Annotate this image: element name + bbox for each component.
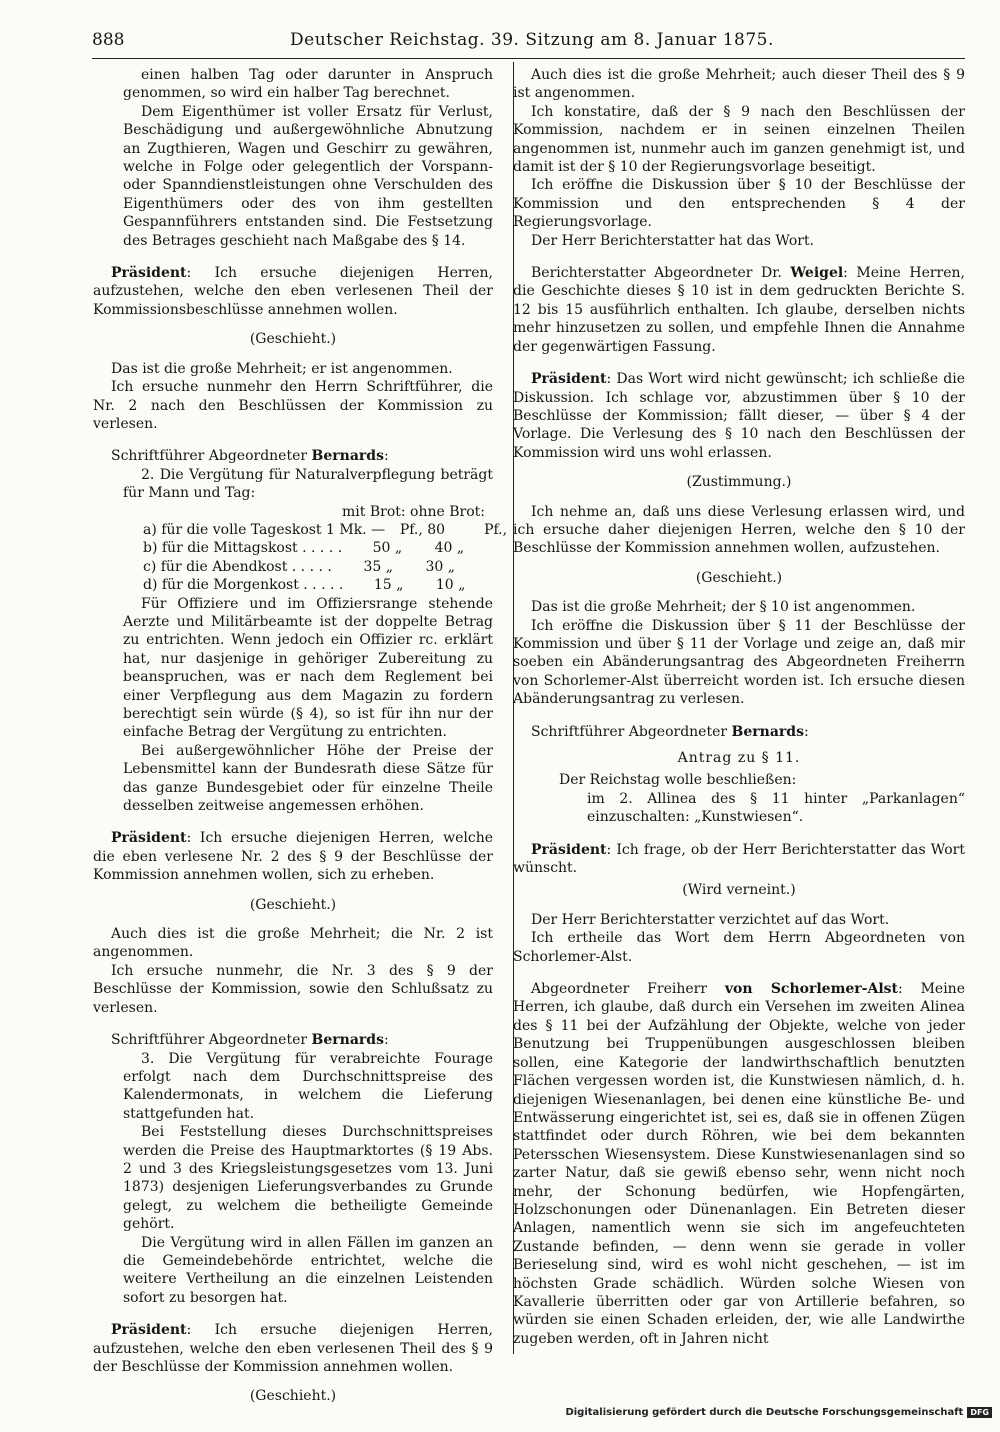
paragraph: einen halben Tag oder darunter in Anspruch genommen, so wird ein halber Tag berechnet. bbox=[123, 67, 493, 102]
speaker-name: Präsident bbox=[531, 371, 607, 388]
speech bbox=[93, 264, 493, 319]
numbered-item: 3. Die Vergütung für verabreichte Fourage erfolgt nach dem Durchschnittspreise des Kalendermonats, in welchem die Lieferung stattgefunden hat. bbox=[123, 1050, 493, 1122]
paragraph: Ich nehme an, daß uns diese Verlesung erlassen wird, und ich ersuche daher diejenigen Herren, welche den § 10 der Beschlüsse der Kommission annehmen wollen, aufzustehen. bbox=[513, 503, 965, 557]
speech-text: : Meine Herren, ich glaube, daß durch ein Versehen im zweiten Alinea des § 11 bei der Aufzählung der Objekte, welche von jeder Benutzung bei Truppenübungen ausgeschlossen bleiben sollen, eine Kategorie der landwirthschaftlich benutzten Flächen vergessen worden ist, die Kunstwiesen nämlich, d. h. diejenigen Wiesenanlagen, bei denen eine künstliche Be- und Entwässerung eingerichtet ist, sei es, daß sie in offenen Zügen stattfindet oder durch Röhren, wie bei dem bekannten Petersschen Wiesensystem. Diese Kunstwiesenanlagen sind so zarter Natur, daß sie gewiß ebenso sehr, wenn nicht noch mehr, der Schonung bedürfen, wie Hopfengärten, Holzschonungen oder Dünenanlagen. Ein Betreten dieser Anlagen, namentlich wenn sie sich im angefeuchteten Zustande befinden, — denn wenn sie gerade in voller Berieselung sind, wird es wohl nicht geschehen, — ist im höchsten Grade schädlich. Würden solche Wiesen von Kavallerie überritten oder gar von Artillerie befahren, so würden sie einen Schaden erleiden, der, wie alle Landwirthe zugeben werden, oft in Jahren nicht bbox=[513, 981, 965, 1347]
speaker-name: Präsident bbox=[111, 1322, 187, 1339]
motion-line: Der Reichstag wolle beschließen: bbox=[559, 772, 797, 789]
rate-label: b) für die Mittagskost . . . . . bbox=[143, 540, 343, 557]
right-column bbox=[513, 66, 965, 1348]
credit-text: Digitalisierung gefördert durch die Deutsche Forschungsgemeinschaft bbox=[565, 1407, 964, 1418]
stage-direction: (Wird verneint.) bbox=[682, 882, 796, 899]
speaker-prefix: Berichterstatter Abgeordneter Dr. bbox=[531, 265, 791, 282]
speech bbox=[93, 447, 493, 465]
speaker-colon: : bbox=[803, 723, 809, 740]
speech-text: : Ich ersuche diejenigen Herren, aufzustehen, welche den eben verlesenen Theil der Kommissionsbeschlüsse annehmen wollen. bbox=[93, 265, 493, 318]
running-title: Deutscher Reichstag. 39. Sitzung am 8. Januar 1875. bbox=[290, 30, 774, 50]
speaker-prefix: Schriftführer Abgeordneter bbox=[111, 1032, 312, 1049]
paragraph: Das ist die große Mehrheit; er ist angenommen. bbox=[111, 360, 453, 377]
rate-row bbox=[93, 558, 493, 576]
stage-direction: (Geschieht.) bbox=[249, 1388, 337, 1405]
paragraph: Für Offiziere und im Offiziersrange stehende Aerzte und Militärbeamte ist der doppelte Betrag zu entrichten. Wenn jedoch ein Offizier rc. erklärt hat, nur dasjenige in gehöriger Zubereitung zu beanspruchen, was er nach dem Reglement bei einer Verpflegung aus dem Magazin zu fordern berechtigt sein würde (§ 4), so ist für ihn nur der einfache Betrag der Vergütung zu entrichten. bbox=[123, 595, 493, 741]
speech bbox=[513, 264, 965, 356]
paragraph: Ich konstatire, daß der § 9 nach den Beschlüssen der Kommission, nachdem er in seinen einzelnen Theilen angenommen ist, nunmehr auch im ganzen genehmigt ist, und damit ist der § 10 der Regierungsvorlage beseitigt. bbox=[513, 103, 965, 176]
rate-row bbox=[93, 576, 493, 594]
paragraph: Der Herr Berichterstatter verzichtet auf das Wort. bbox=[531, 911, 890, 928]
rate-without-bread: 40 „ bbox=[434, 540, 465, 557]
speech bbox=[93, 1031, 493, 1049]
speaker-name: Präsident bbox=[531, 841, 607, 858]
numbered-item: 2. Die Vergütung für Naturalverpflegung beträgt für Mann und Tag: bbox=[123, 466, 493, 502]
rate-without-bread: 10 „ bbox=[435, 577, 466, 594]
rate-with-bread: 50 „ bbox=[372, 540, 403, 557]
stage-direction: (Geschieht.) bbox=[695, 569, 783, 586]
rate-table-header: mit Brot: ohne Brot: bbox=[342, 503, 485, 520]
paragraph: Auch dies ist die große Mehrheit; die Nr. 2 ist angenommen. bbox=[93, 926, 493, 961]
speech-text: : Ich ersuche diejenigen Herren, welche die eben verlesene Nr. 2 des § 9 der Beschlüsse der Kommission annehmen wollen, sich zu erheben. bbox=[93, 830, 493, 884]
paragraph: Bei Feststellung dieses Durchschnittspreises werden die Preise des Hauptmarktortes (§ 19 Abs. 2 und 3 des Kriegsleistungsgesetzes vom 13. Juni 1873) desjenigen Lieferungsverbandes zu Grunde gelegt, zu welchem die betheiligte Gemeinde gehört. bbox=[123, 1124, 493, 1233]
speaker-name: Bernards bbox=[731, 723, 804, 740]
speaker-name: Bernards bbox=[311, 448, 384, 465]
motion-title: Antrag zu § 11. bbox=[677, 750, 801, 766]
paragraph: Ich ersuche nunmehr den Herrn Schriftführer, die Nr. 2 nach den Beschlüssen der Kommission zu verlesen. bbox=[93, 379, 493, 432]
speaker-colon: : bbox=[383, 448, 389, 465]
rate-row bbox=[93, 539, 493, 557]
stage-direction: (Zustimmung.) bbox=[686, 474, 792, 491]
digitization-credit bbox=[565, 1407, 992, 1418]
paragraph: Bei außergewöhnlicher Höhe der Preise der Lebensmittel kann der Bundesrath diese Sätze für das ganze Bundesgebiet oder für einzelne Theile desselben zeitweise angemessen erhöhen. bbox=[123, 742, 493, 815]
paragraph: Ich eröffne die Diskussion über § 10 der Beschlüsse der Kommission und den entsprechenden § 4 der Regierungsvorlage. bbox=[513, 177, 965, 231]
speaker-prefix: Schriftführer Abgeordneter bbox=[111, 448, 312, 465]
page-number: 888 bbox=[92, 30, 125, 50]
paragraph: Das ist die große Mehrheit; der § 10 ist angenommen. bbox=[531, 599, 916, 616]
page-header bbox=[0, 30, 1000, 60]
stage-direction: (Geschieht.) bbox=[249, 331, 337, 348]
rate-without-bread: Pf., bbox=[484, 521, 508, 538]
paragraph: Ich eröffne die Diskussion über § 11 der Beschlüsse der Kommission und über § 11 der Vorlage und zeige an, daß mir soeben ein Abänderungsantrag des Abgeordneten Freiherrn von Schorlemer-Alst überreicht worden ist. Ich ersuche diesen Abänderungsantrag zu verlesen. bbox=[513, 617, 965, 708]
speaker-name: Bernards bbox=[311, 1032, 384, 1049]
speaker-name: von Schorlemer-Alst bbox=[724, 981, 899, 998]
speaker-name: Präsident bbox=[111, 830, 187, 847]
dfg-logo: DFG bbox=[967, 1407, 992, 1418]
speech bbox=[93, 1321, 493, 1376]
left-column bbox=[93, 66, 508, 1417]
speaker-name: Weigel bbox=[790, 265, 844, 282]
speech-text: : Das Wort wird nicht gewünscht; ich schließe die Diskussion. Ich schlage vor, abzustimmen über § 10 der Beschlüsse der Kommission; fällt dieser, — über § 4 der Vorlage. Die Verlesung des § 10 nach den Beschlüssen der Kommission wird uns wohl erlassen. bbox=[513, 371, 965, 461]
rate-with-bread: Pf., 80 bbox=[399, 521, 446, 538]
rate-label: a) für die volle Tageskost 1 Mk. — bbox=[143, 521, 386, 538]
paragraph: Ich ertheile das Wort dem Herrn Abgeordneten von Schorlemer-Alst. bbox=[513, 930, 965, 965]
rate-with-bread: 15 „ bbox=[373, 577, 404, 594]
speech bbox=[513, 980, 965, 1348]
speaker-prefix: Schriftführer Abgeordneter bbox=[531, 723, 732, 740]
speech-text: : Ich frage, ob der Herr Berichterstatter das Wort wünscht. bbox=[513, 841, 965, 877]
header-rule bbox=[92, 58, 965, 59]
rate-label: d) für die Morgenkost . . . . . bbox=[143, 577, 344, 594]
rate-label: c) für die Abendkost . . . . . bbox=[143, 558, 332, 575]
speech bbox=[513, 841, 965, 878]
speech bbox=[513, 723, 965, 741]
rate-with-bread: 35 „ bbox=[363, 558, 393, 575]
speech bbox=[513, 370, 965, 462]
rate-row bbox=[93, 521, 508, 539]
speech bbox=[93, 829, 493, 884]
speaker-colon: : bbox=[383, 1032, 389, 1049]
paragraph: Die Vergütung wird in allen Fällen im ganzen an die Gemeindebehörde entrichtet, welche die weitere Vertheilung an die einzelnen Leistenden sofort zu besorgen hat. bbox=[123, 1234, 493, 1306]
paragraph: Dem Eigenthümer ist voller Ersatz für Verlust, Beschädigung und außergewöhnliche Abnutzung an Zugthieren, Wagen und Geschirr zu gewähren, welche in Folge oder gelegentlich der Vorspann- oder Spanndienstleistungen ohne Verschulden des Eigenthümers oder des von ihm gestellten Gespannführers entstanden sind. Die Festsetzung des Betrages geschieht nach Maßgabe des § 14. bbox=[123, 103, 493, 249]
stage-direction: (Geschieht.) bbox=[249, 896, 337, 913]
speaker-prefix: Abgeordneter Freiherr bbox=[531, 981, 725, 998]
speech-text: : Meine Herren, die Geschichte dieses § 10 ist in dem gedruckten Berichte S. 12 bis 15 ausführlich enthalten. Ich glaube, derselben nichts mehr hinzusetzen zu sollen, und empfehle Ihnen die Annahme der gegenwärtigen Fassung. bbox=[513, 265, 965, 355]
paragraph: Ich ersuche nunmehr, die Nr. 3 des § 9 der Beschlüsse der Kommission, sowie den Schlußsatz zu verlesen. bbox=[93, 962, 493, 1016]
rate-table bbox=[93, 503, 508, 595]
motion-line: im 2. Allinea des § 11 hinter „Parkanlagen“ einzuschalten: „Kunstwiesen“. bbox=[587, 790, 965, 826]
paragraph: Auch dies ist die große Mehrheit; auch dieser Theil des § 9 ist angenommen. bbox=[513, 67, 965, 102]
speaker-name: Präsident bbox=[111, 265, 187, 282]
rate-without-bread: 30 „ bbox=[425, 558, 455, 575]
paragraph: Der Herr Berichterstatter hat das Wort. bbox=[531, 232, 815, 249]
speech-text: : Ich ersuche diejenigen Herren, aufzustehen, welche den eben verlesenen Theil des § 9 der Beschlüsse der Kommission annehmen wollen. bbox=[93, 1322, 493, 1375]
